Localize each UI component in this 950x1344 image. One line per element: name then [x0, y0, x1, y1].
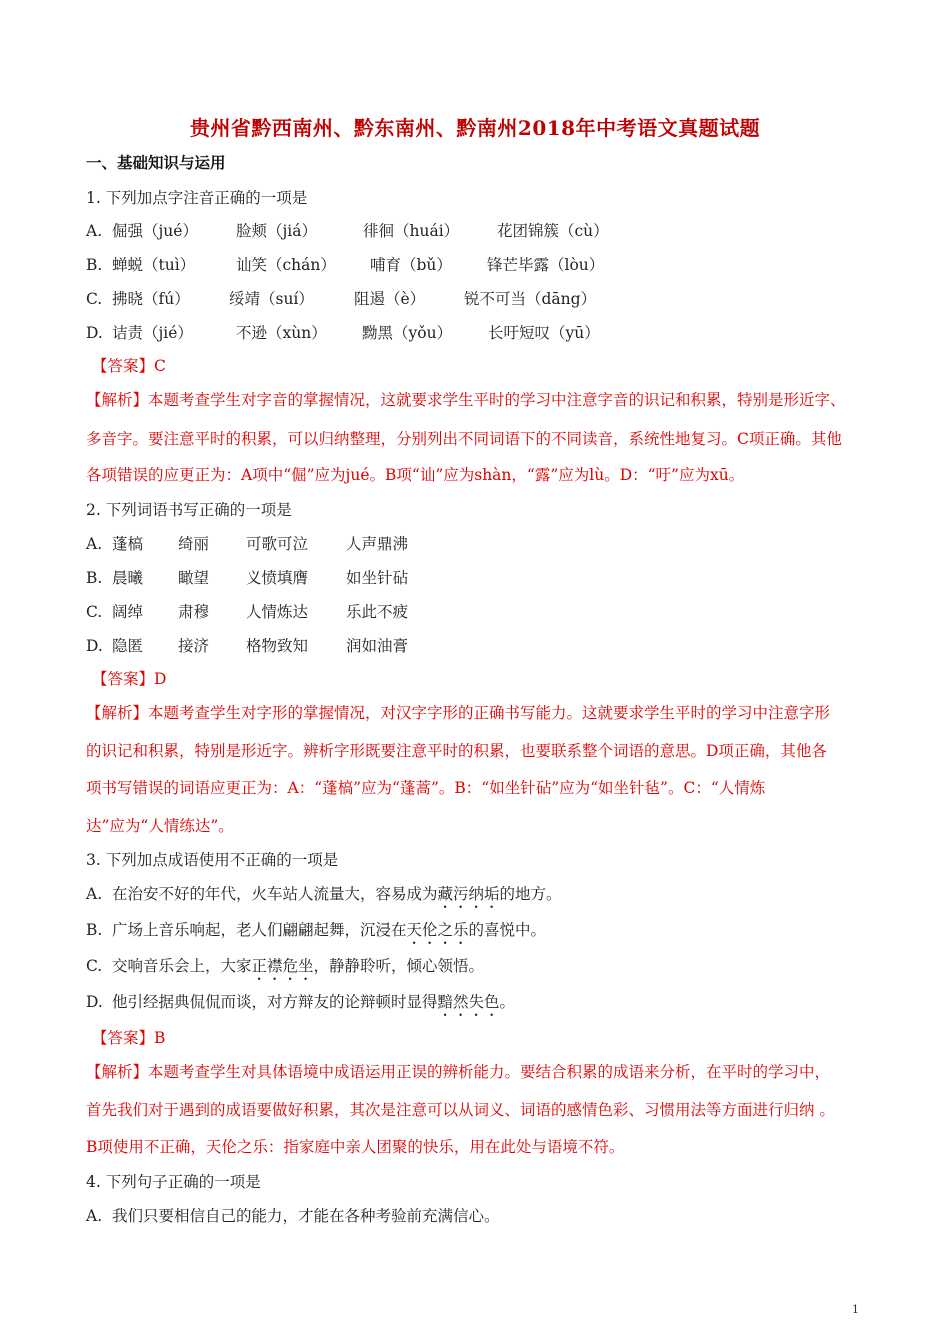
option-letter: C. [86, 957, 103, 975]
option-item: 长吁短叹（yū） [488, 324, 600, 342]
option-item: 哺育（bǔ） [370, 256, 452, 274]
question-2-answer: 【答案】D [92, 670, 167, 688]
option-letter: D. [86, 637, 103, 655]
option-text: 。 [499, 993, 516, 1011]
option-item: 义愤填膺 [246, 569, 309, 587]
option-item: 接济 [178, 637, 210, 655]
option-letter: C. [86, 603, 103, 621]
option-text: 交响音乐会上，大家 [112, 957, 252, 975]
option-item: 蓬槁 [112, 535, 144, 553]
option-item: 晨曦 [112, 569, 144, 587]
option-item: 花团锦簇（cù） [497, 222, 609, 240]
question-4-stem: 4. 下列句子正确的一项是 [86, 1173, 261, 1191]
question-3-stem: 3. 下列加点成语使用不正确的一项是 [86, 851, 339, 869]
section-heading: 一、基础知识与运用 [86, 153, 226, 172]
option-item: 诘责（jié） [112, 324, 193, 342]
option-letter: A. [86, 1207, 103, 1225]
option-item: 瞰望 [178, 569, 210, 587]
question-2-option-a [86, 534, 409, 554]
option-text: ，静静聆听，倾心领悟。 [313, 957, 485, 975]
dotted-idiom: 黯然失色 [437, 993, 500, 1011]
option-item: 不逊（xùn） [236, 324, 327, 342]
option-letter: C. [86, 290, 103, 308]
dotted-idiom: 正襟危坐 [251, 957, 314, 975]
option-letter: D. [86, 324, 103, 342]
dotted-idiom: 藏污纳垢 [437, 885, 500, 903]
option-item: 人情炼达 [246, 603, 309, 621]
option-item: 人声鼎沸 [346, 535, 409, 553]
question-1-stem: 1. 下列加点字注音正确的一项是 [86, 189, 308, 207]
option-letter: A. [86, 222, 103, 240]
option-letter: A. [86, 885, 103, 903]
question-2-analysis-line: 【解析】本题考查学生对字形的掌握情况，对汉字字形的正确书写能力。这就要求学生平时的学习中注意字形 [86, 704, 831, 722]
option-item: 讪笑（chán） [236, 256, 336, 274]
question-2-option-b [86, 568, 409, 588]
question-2-analysis-line: 的识记和积累，特别是形近字。辨析字形既要注意平时的积累，也要联系整个词语的意思。D项正确，其他各 [86, 742, 827, 760]
option-item: 倔强（jué） [112, 222, 198, 240]
question-2-stem: 2. 下列词语书写正确的一项是 [86, 501, 292, 519]
option-letter: A. [86, 535, 103, 553]
page-number: 1 [852, 1303, 859, 1316]
option-text: 我们只要相信自己的能力，才能在各种考验前充满信心。 [112, 1207, 500, 1225]
option-letter: D. [86, 993, 103, 1011]
question-3-option-a [86, 884, 562, 912]
option-item: 可歌可泣 [246, 535, 309, 553]
option-item: 阔绰 [112, 603, 144, 621]
question-1-answer: 【答案】C [92, 357, 166, 375]
question-1-option-c [86, 289, 597, 309]
option-item: 如坐针砧 [346, 569, 409, 587]
option-item: 肃穆 [178, 603, 210, 621]
option-item: 蝉蜕（tuì） [112, 256, 196, 274]
option-item: 隐匿 [112, 637, 144, 655]
option-item: 润如油膏 [346, 637, 409, 655]
option-item: 拂晓（fú） [112, 290, 190, 308]
question-3-option-c [86, 956, 484, 984]
question-3-option-d [86, 992, 515, 1020]
option-text: 的地方。 [499, 885, 562, 903]
document-title: 贵州省黔西南州、黔东南州、黔南州2018年中考语文真题试题 [189, 116, 761, 140]
question-2-analysis-line: 项书写错误的词语应更正为：A：“蓬槁”应为“蓬蒿”。B：“如坐针砧”应为“如坐针毡”。C：“人情炼 [86, 779, 766, 797]
question-3-answer: 【答案】B [92, 1029, 166, 1047]
option-item: 格物致知 [246, 637, 309, 655]
question-3-analysis-line: B项使用不正确，天伦之乐：指家庭中亲人团聚的快乐，用在此处与语境不符。 [86, 1138, 625, 1156]
question-1-option-d [86, 323, 600, 343]
question-3-analysis-line: 首先我们对于遇到的成语要做好积累，其次是注意可以从词义、词语的感情色彩、习惯用法等方面进行归纳 。 [86, 1101, 835, 1119]
question-1-analysis-line: 【解析】本题考查学生对字音的掌握情况，这就要求学生平时的学习中注意字音的识记和积累，特别是形近字、 [86, 391, 846, 409]
option-text: 的喜悦中。 [468, 921, 547, 939]
option-letter: B. [86, 569, 103, 587]
option-item: 徘徊（huái） [363, 222, 460, 240]
option-item: 绥靖（suí） [229, 290, 314, 308]
option-letter: B. [86, 921, 103, 939]
option-text: 他引经据典侃侃而谈，对方辩友的论辩顿时显得 [112, 993, 438, 1011]
option-text: 在治安不好的年代，火车站人流量大，容易成为 [112, 885, 438, 903]
question-2-option-c [86, 602, 409, 622]
option-item: 锐不可当（dāng） [464, 290, 597, 308]
question-1-analysis-line: 各项错误的应更正为：A项中“倔”应为jué。B项“讪”应为shàn，“露”应为lù。D：“吁”应为xū。 [86, 466, 745, 484]
option-item: 脸颊（jiá） [236, 222, 318, 240]
question-1-option-a [86, 221, 609, 241]
option-letter: B. [86, 256, 103, 274]
option-item: 锋芒毕露（lòu） [487, 256, 605, 274]
option-item: 绮丽 [178, 535, 210, 553]
question-3-analysis-line: 【解析】本题考查学生对具体语境中成语运用正误的辨析能力。要结合积累的成语来分析，在平时的学习中， [86, 1063, 831, 1081]
option-item: 乐此不疲 [346, 603, 409, 621]
option-item: 黝黑（yǒu） [362, 324, 453, 342]
question-4-option-a [86, 1206, 500, 1226]
question-1-option-b [86, 255, 605, 275]
dotted-idiom: 天伦之乐 [406, 921, 469, 939]
option-item: 阻遏（è） [354, 290, 426, 308]
question-2-option-d [86, 636, 409, 656]
option-text: 广场上音乐响起，老人们翩翩起舞，沉浸在 [112, 921, 407, 939]
question-3-option-b [86, 920, 546, 948]
question-1-analysis-line: 多音字。要注意平时的积累，可以归纳整理，分别列出不同词语下的不同读音，系统性地复习。C项正确。其他 [86, 430, 842, 448]
question-2-analysis-line: 达”应为“人情练达”。 [86, 817, 234, 835]
